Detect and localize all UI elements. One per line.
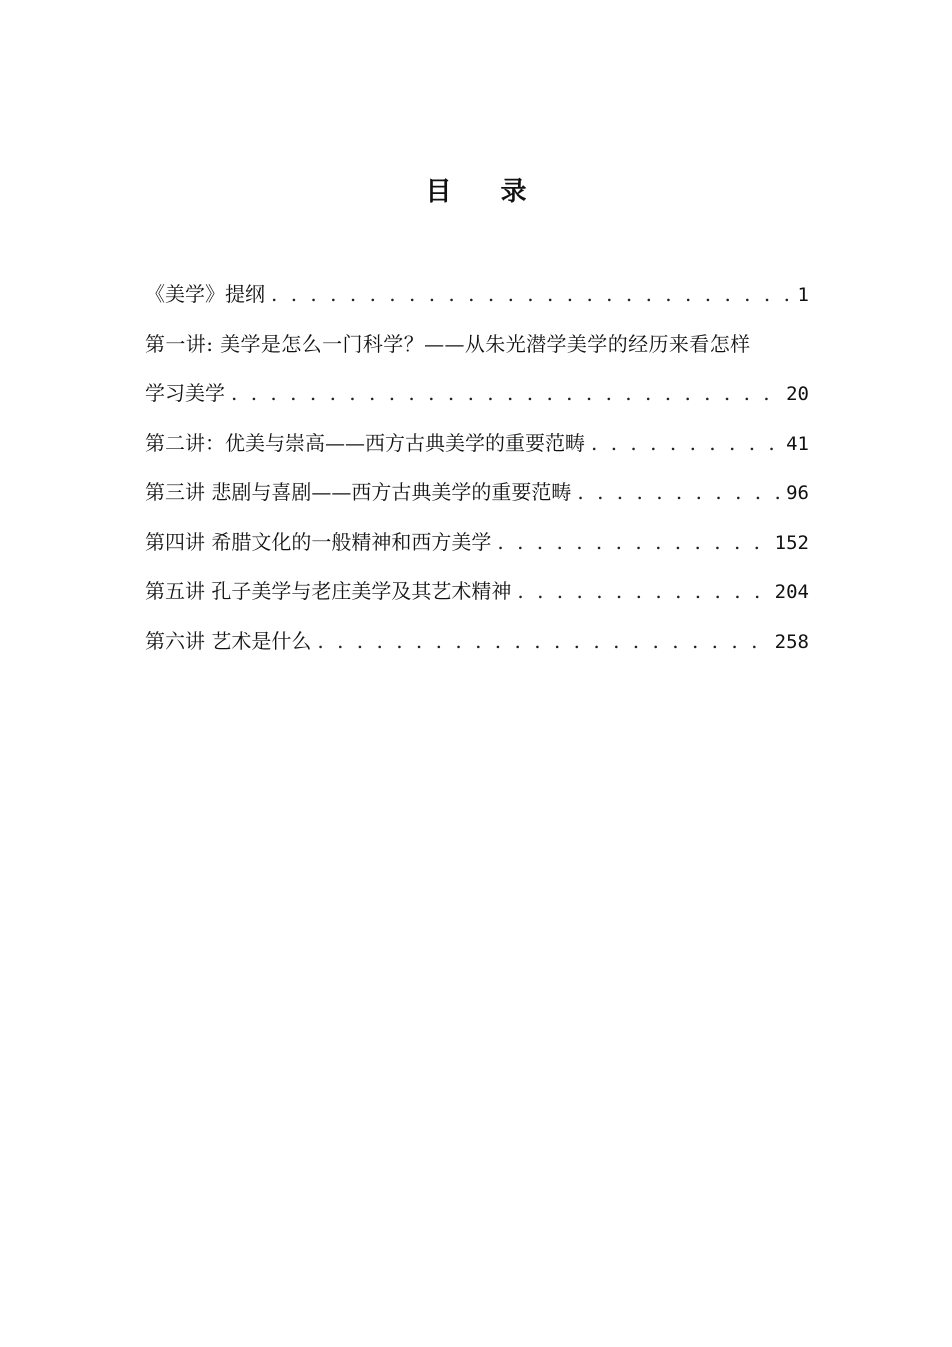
toc-entry-page: 258 bbox=[774, 630, 809, 653]
toc-entry-label: 第二讲：优美与崇高——西方古典美学的重要范畴 bbox=[145, 430, 585, 455]
toc-entry-continued-line[interactable] bbox=[145, 320, 809, 370]
toc-leader-dots bbox=[271, 270, 792, 320]
toc-entry-label: 学习美学 bbox=[145, 381, 225, 405]
toc-entry-label: 第六讲 艺术是什么 bbox=[145, 628, 312, 653]
toc-entry-page: 1 bbox=[797, 284, 809, 306]
toc-entry-page: 20 bbox=[786, 383, 809, 405]
toc-entry[interactable] bbox=[145, 468, 809, 518]
toc-entry-label-line1: 第一讲: 美学是怎么一门科学？——从朱光潜学美学的经历来看怎样 bbox=[145, 331, 751, 356]
toc-entry-label: 《美学》提纲 bbox=[145, 282, 265, 306]
toc-entry-label: 第四讲 希腊文化的一般精神和西方美学 bbox=[145, 529, 492, 554]
toc-entry[interactable] bbox=[145, 369, 809, 419]
toc-entry[interactable] bbox=[145, 617, 809, 667]
page-title: 目 录 bbox=[425, 177, 547, 207]
toc-leader-dots bbox=[317, 617, 768, 667]
toc-entry-label: 第五讲 孔子美学与老庄美学及其艺术精神 bbox=[145, 579, 512, 603]
toc-entry-page: 152 bbox=[774, 531, 809, 554]
toc-entry-label: 第三讲 悲剧与喜剧——西方古典美学的重要范畴 bbox=[145, 480, 572, 504]
toc-entry-page: 41 bbox=[786, 432, 809, 455]
toc-entry-page: 96 bbox=[786, 482, 809, 504]
toc-leader-dots bbox=[231, 369, 780, 419]
toc-leader-dots bbox=[517, 567, 768, 617]
toc-entry[interactable] bbox=[145, 567, 809, 617]
toc-leader-dots bbox=[591, 419, 780, 469]
table-of-contents bbox=[145, 270, 809, 666]
toc-leader-dots bbox=[497, 518, 768, 568]
toc-entry-page: 204 bbox=[774, 581, 809, 603]
toc-entry[interactable] bbox=[145, 270, 809, 320]
toc-leader-dots bbox=[577, 468, 780, 518]
toc-entry[interactable] bbox=[145, 419, 809, 469]
toc-entry[interactable] bbox=[145, 518, 809, 568]
